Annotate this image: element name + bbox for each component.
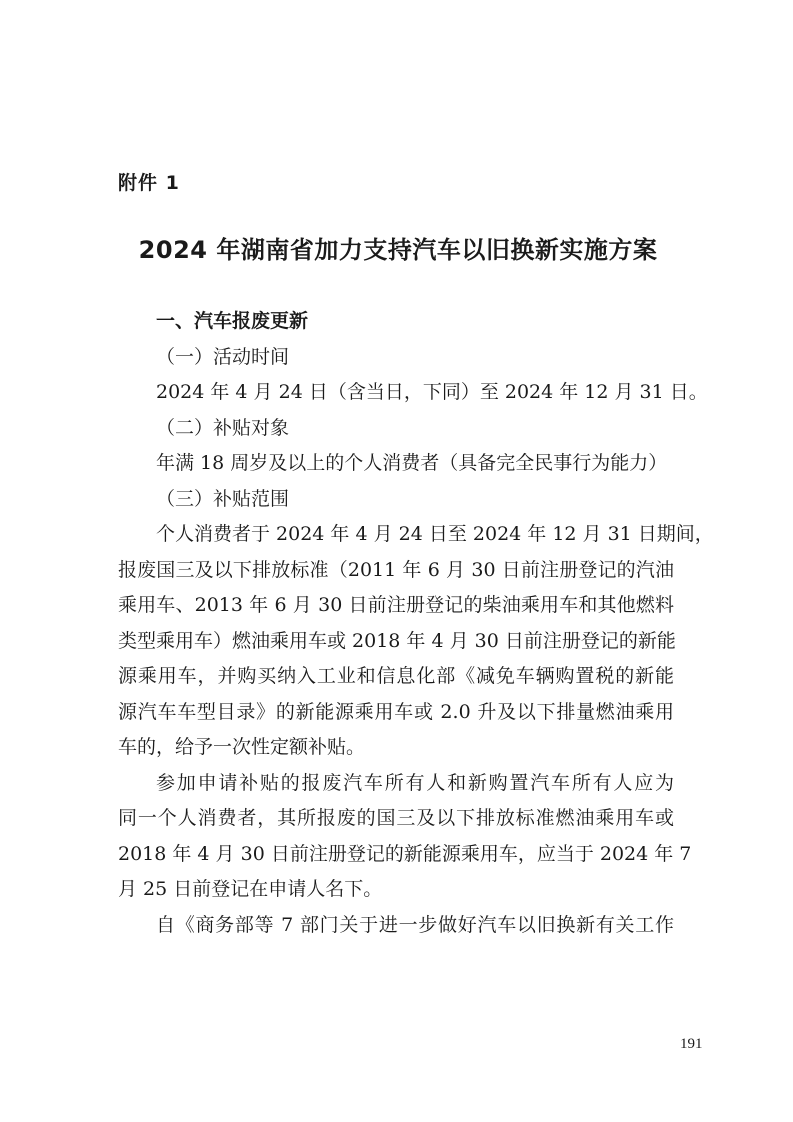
paragraph-line: 源汽车车型目录》的新能源乘用车或 2.0 升及以下排量燃油乘用 [118, 700, 674, 723]
paragraph-line: 车的，给予一次性定额补贴。 [118, 736, 366, 758]
paragraph-line: 乘用车、2013 年 6 月 30 日前注册登记的柴油乘用车和其他燃料 [118, 594, 674, 616]
paragraph-line: 2018 年 4 月 30 日前注册登记的新能源乘用车，应当于 2024 年 7 [118, 842, 692, 865]
paragraph-line: 报废国三及以下排放标准（2011 年 6 月 30 日前注册登记的汽油 [118, 558, 674, 581]
subsection-heading: （三）补贴范围 [156, 487, 290, 510]
paragraph-line: 自《商务部等 7 部门关于进一步做好汽车以旧换新有关工作 [156, 913, 674, 936]
document-body [118, 304, 714, 943]
paragraph-line: 类型乘用车）燃油乘用车或 2018 年 4 月 30 日前注册登记的新能 [118, 629, 676, 652]
paragraph-line: 同一个人消费者，其所报废的国三及以下排放标准燃油乘用车或 [118, 807, 674, 829]
subsidy-target-text: 年满 18 周岁及以上的个人消费者（具备完全民事行为能力） [156, 452, 668, 474]
document-title: 2024 年湖南省加力支持汽车以旧换新实施方案 [138, 236, 658, 264]
paragraph-line: 个人消费者于 2024 年 4 月 24 日至 2024 年 12 月 31 日期间， [156, 523, 714, 545]
paragraph-line: 源乘用车，并购买纳入工业和信息化部《减免车辆购置税的新能 [118, 665, 674, 687]
paragraph-line: 参加申请补贴的报废汽车所有人和新购置汽车所有人应为 [156, 771, 674, 794]
subsection-heading: （二）补贴对象 [156, 416, 290, 439]
paragraph-line: 月 25 日前登记在申请人名下。 [118, 878, 383, 900]
subsection-heading: （一）活动时间 [156, 345, 290, 368]
activity-time-text: 2024 年 4 月 24 日（含当日，下同）至 2024 年 12 月 31 日。 [156, 381, 708, 403]
section-heading: 一、汽车报废更新 [156, 310, 309, 332]
page-number: 191 [680, 1036, 703, 1052]
attachment-label: 附件 1 [118, 172, 180, 194]
